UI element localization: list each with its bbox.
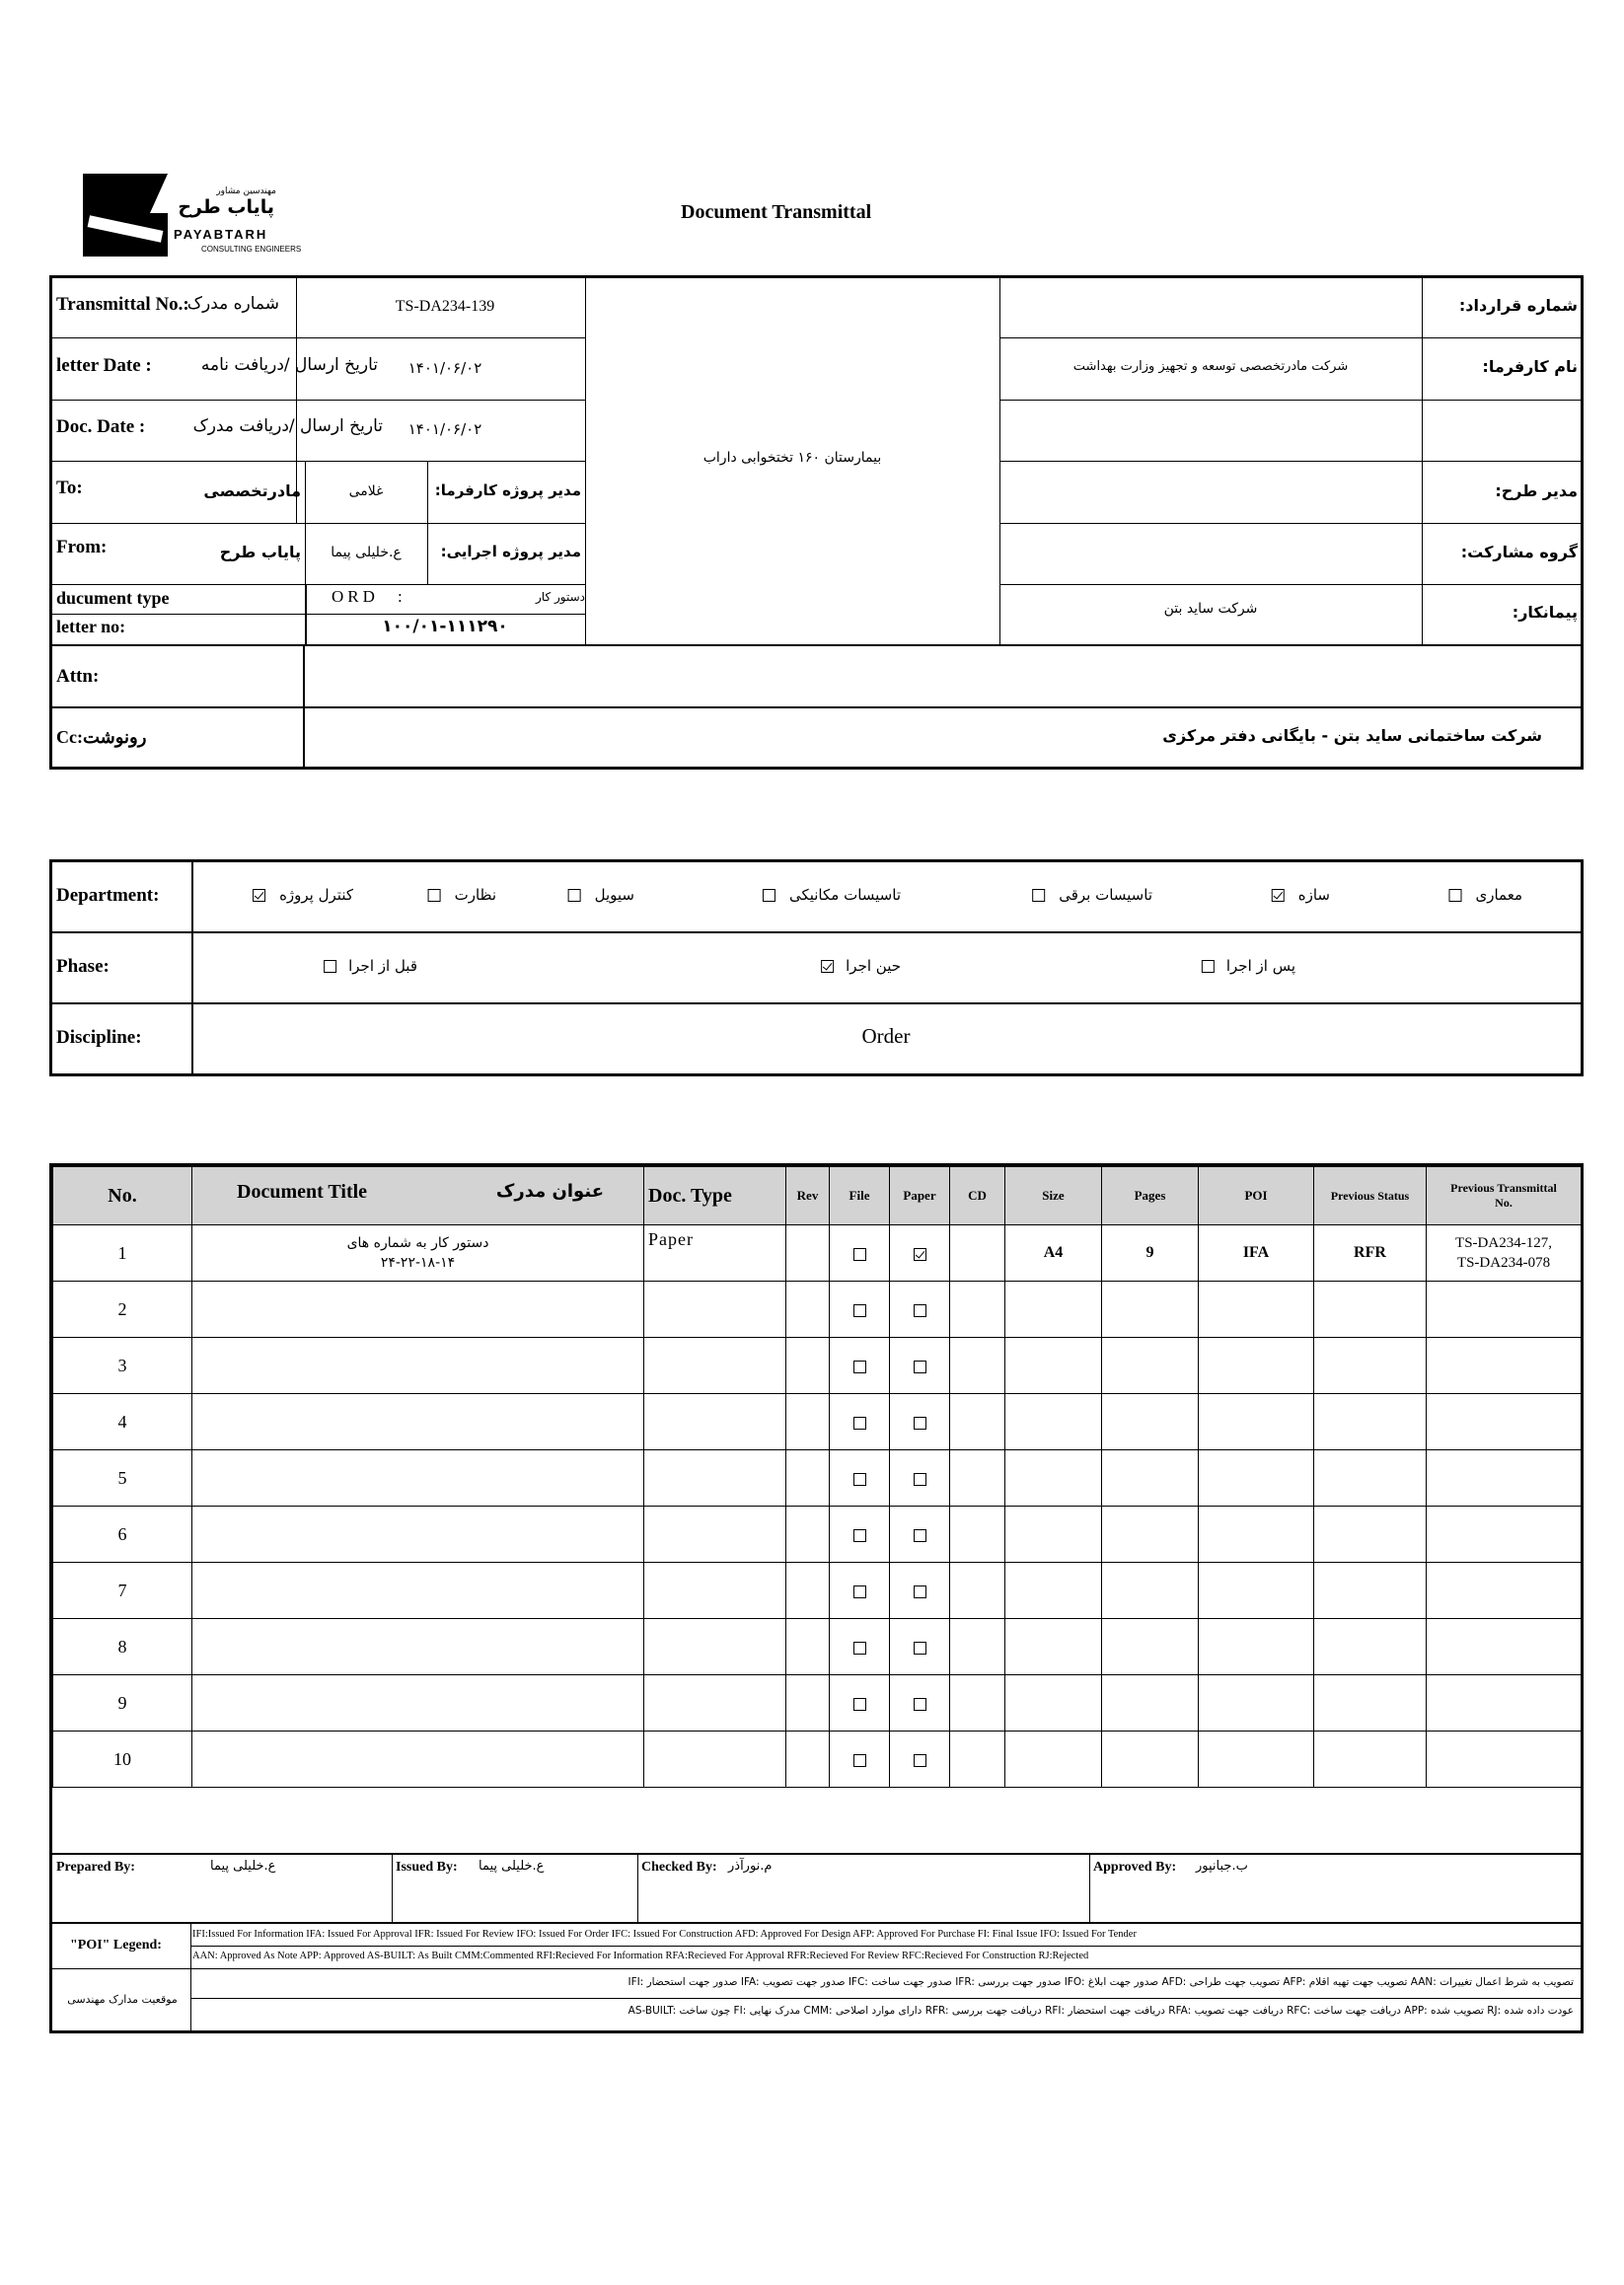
row-size	[1005, 1619, 1102, 1675]
from-label: From:	[56, 537, 108, 557]
row-doc-type	[644, 1394, 786, 1450]
company-logo	[83, 174, 310, 262]
row-title	[192, 1563, 644, 1619]
divider	[190, 1924, 191, 2032]
table-row	[53, 1619, 1582, 1675]
table-row	[53, 1732, 1582, 1788]
document-type-label: ducument type	[56, 588, 170, 608]
row-title	[192, 1282, 644, 1338]
row-no: 8	[53, 1619, 192, 1675]
file-checkbox-icon[interactable]	[853, 1304, 866, 1317]
checked-by-cell	[637, 1855, 1090, 1924]
row-cd	[950, 1225, 1005, 1282]
row-title	[192, 1394, 644, 1450]
row-poi	[1199, 1282, 1314, 1338]
row-doc-type	[644, 1338, 786, 1394]
row-no: 2	[53, 1282, 192, 1338]
row-pages	[1102, 1563, 1199, 1619]
row-prev-status	[1314, 1394, 1427, 1450]
legend-line-4: AS-BUILT: چون ساخت FI: مدرک نهایی CMM: دارای موارد اصلاحی RFR: دریافت جهت بررسی RFI: دریافت جهت استحضار RFA: دریافت جهت تصویب RFC: دریافت جهت ساخت APP: تصویب شده RJ: عودت داده شده	[627, 2005, 1574, 2017]
row-pages	[1102, 1507, 1199, 1563]
row-prev-transmittal	[1427, 1675, 1582, 1732]
col-header-pages: Pages	[1102, 1167, 1199, 1225]
divider	[190, 1946, 1581, 1947]
divider	[1422, 278, 1423, 644]
row-cd	[950, 1507, 1005, 1563]
divider	[999, 461, 1581, 462]
row-file	[830, 1225, 890, 1282]
row-poi	[1199, 1450, 1314, 1507]
document-table	[52, 1166, 1582, 1788]
file-checkbox-icon[interactable]	[853, 1361, 866, 1373]
row-size	[1005, 1732, 1102, 1788]
divider	[52, 614, 585, 615]
row-prev-status	[1314, 1450, 1427, 1507]
row-poi	[1199, 1563, 1314, 1619]
divider	[52, 584, 585, 585]
table-row	[53, 1282, 1582, 1338]
row-file	[830, 1450, 890, 1507]
col-header-title-en: Document Title	[237, 1181, 368, 1203]
row-rev	[786, 1732, 830, 1788]
doc-date-label: Doc. Date :	[56, 416, 146, 437]
department-option-4[interactable]	[568, 886, 634, 904]
table-row	[53, 1450, 1582, 1507]
file-checkbox-icon[interactable]	[853, 1248, 866, 1261]
file-checkbox-icon[interactable]	[853, 1642, 866, 1655]
phase-label: Phase:	[56, 956, 110, 977]
row-doc-type: Paper	[644, 1225, 786, 1282]
department-option-2[interactable]	[1032, 886, 1152, 904]
paper-checkbox-icon[interactable]	[914, 1642, 926, 1655]
contract-no-label: شماره قرارداد:	[1458, 296, 1578, 315]
row-file	[830, 1732, 890, 1788]
exec-pm-label: مدیر پروژه اجرایی:	[440, 543, 581, 560]
row-cd	[950, 1563, 1005, 1619]
table-row	[53, 1675, 1582, 1732]
table-row	[53, 1338, 1582, 1394]
row-prev-transmittal	[1427, 1732, 1582, 1788]
divider	[999, 278, 1000, 644]
row-paper	[890, 1619, 950, 1675]
row-rev	[786, 1338, 830, 1394]
row-file	[830, 1563, 890, 1619]
row-prev-transmittal	[1427, 1450, 1582, 1507]
row-cd	[950, 1282, 1005, 1338]
row-doc-type	[644, 1732, 786, 1788]
row-cd	[950, 1675, 1005, 1732]
to-value: مادرتخصصی	[203, 481, 301, 500]
phase-option-0[interactable]	[1202, 957, 1295, 975]
col-header-size: Size	[1005, 1167, 1102, 1225]
row-cd	[950, 1394, 1005, 1450]
divider	[999, 523, 1581, 524]
table-row	[53, 1394, 1582, 1450]
divider	[52, 523, 585, 524]
row-pages	[1102, 1450, 1199, 1507]
row-no: 3	[53, 1338, 192, 1394]
row-no: 7	[53, 1563, 192, 1619]
row-no: 9	[53, 1675, 192, 1732]
divider	[305, 461, 306, 584]
letter-date-label: letter Date :	[56, 355, 152, 376]
file-checkbox-icon[interactable]	[853, 1585, 866, 1598]
row-prev-status	[1314, 1282, 1427, 1338]
logo-fa-small: مهندسین مشاور	[216, 186, 276, 196]
approved-by-value: ب.جبانپور	[1196, 1859, 1248, 1874]
col-header-prev-status: Previous Status	[1314, 1167, 1427, 1225]
row-size	[1005, 1507, 1102, 1563]
paper-checkbox-icon[interactable]	[914, 1473, 926, 1486]
row-doc-type	[644, 1282, 786, 1338]
status-legend-label: موقعیت مدارک مهندسی	[67, 1993, 178, 2006]
partnership-label: گروه مشارکت:	[1460, 543, 1578, 561]
checked-by-label: Checked By:	[641, 1860, 717, 1875]
department-option-label: سیویل	[594, 886, 634, 904]
logo-mark-icon	[83, 174, 168, 257]
approved-by-cell	[1089, 1855, 1581, 1924]
phase-option-label: قبل از اجرا	[348, 957, 417, 975]
transmittal-no-label-fa: شماره مدرک	[186, 294, 279, 314]
file-checkbox-icon[interactable]	[853, 1473, 866, 1486]
divider	[999, 337, 1581, 338]
row-prev-status	[1314, 1675, 1427, 1732]
row-rev	[786, 1563, 830, 1619]
department-option-label: تاسیسات مکانیکی	[788, 886, 901, 904]
row-cd	[950, 1450, 1005, 1507]
row-doc-type	[644, 1619, 786, 1675]
letter-date-label-fa: تاریخ ارسال /دریافت نامه	[200, 355, 378, 375]
paper-checkbox-icon[interactable]	[914, 1304, 926, 1317]
exec-pm-value: ع.خلیلی پیما	[331, 545, 402, 560]
row-pages: 9	[1102, 1225, 1199, 1282]
department-option-label: تاسیسات برقی	[1059, 886, 1152, 904]
table-row	[53, 1507, 1582, 1563]
row-prev-transmittal	[1427, 1563, 1582, 1619]
divider	[52, 706, 1581, 708]
col-header-poi: POI	[1199, 1167, 1314, 1225]
signature-row	[52, 1853, 1581, 1924]
logo-en-name: PAYABTARH	[174, 227, 268, 242]
checked-by-value: م.نورآذر	[728, 1859, 773, 1874]
client-pm-label: مدیر پروژه کارفرما:	[434, 481, 581, 499]
row-prev-status	[1314, 1338, 1427, 1394]
employer-value: شرکت مادرتخصصی توسعه و تجهیز وزارت بهداشت	[1072, 359, 1349, 374]
row-prev-transmittal	[1427, 1225, 1582, 1282]
row-prev-transmittal	[1427, 1507, 1582, 1563]
row-file	[830, 1507, 890, 1563]
department-option-label: کنترل پروژه	[279, 886, 353, 904]
col-header-prev-transmittal: Previous Transmittal No.	[1427, 1167, 1582, 1225]
row-file	[830, 1619, 890, 1675]
row-pages	[1102, 1282, 1199, 1338]
checkbox-icon[interactable]	[568, 889, 581, 902]
row-paper	[890, 1225, 950, 1282]
divider	[52, 400, 585, 401]
department-option-0[interactable]	[1449, 886, 1523, 904]
discipline-value: Order	[861, 1024, 911, 1048]
row-prev-status	[1314, 1619, 1427, 1675]
checkbox-icon[interactable]	[1032, 889, 1045, 902]
cc-label: Cc:رونوشت	[56, 727, 147, 747]
phase-option-label: حین اجرا	[846, 957, 901, 975]
row-poi	[1199, 1507, 1314, 1563]
legend-line-2: AAN: Approved As Note APP: Approved AS-BUILT: As Built CMM:Commented RFI:Recieved For Information RFA:Recieved For Approval RFR:Recieved For Review RFC:Recieved For Construction RJ:Rejected	[192, 1951, 1089, 1961]
row-pages	[1102, 1394, 1199, 1450]
row-paper	[890, 1282, 950, 1338]
row-paper	[890, 1450, 950, 1507]
file-checkbox-icon[interactable]	[853, 1417, 866, 1430]
row-title	[192, 1507, 644, 1563]
document-list-box	[49, 1163, 1584, 2033]
row-title	[192, 1619, 644, 1675]
employer-label: نام کارفرما:	[1482, 357, 1578, 376]
logo-subtitle: CONSULTING ENGINEERS	[201, 245, 302, 254]
col-header-cd: CD	[950, 1167, 1005, 1225]
issued-by-label: Issued By:	[396, 1860, 458, 1875]
file-checkbox-icon[interactable]	[853, 1754, 866, 1767]
design-manager-label: مدیر طرح:	[1495, 481, 1578, 500]
file-checkbox-icon[interactable]	[853, 1698, 866, 1711]
row-size	[1005, 1450, 1102, 1507]
row-paper	[890, 1394, 950, 1450]
row-prev-status: RFR	[1314, 1225, 1427, 1282]
col-header-title-fa: عنوان مدرک	[495, 1181, 604, 1202]
row-rev	[786, 1450, 830, 1507]
row-title-line-2: ۲۴-۲۲-۱۸-۱۴	[380, 1255, 456, 1271]
col-header-title	[192, 1167, 644, 1225]
legend-area	[52, 1922, 1581, 2032]
table-header-row	[53, 1167, 1582, 1225]
paper-checkbox-icon[interactable]	[914, 1698, 926, 1711]
row-rev	[786, 1282, 830, 1338]
document-type-fa: دستور کار	[536, 590, 585, 604]
table-row	[53, 1563, 1582, 1619]
approved-by-label: Approved By:	[1093, 1860, 1177, 1875]
doc-date-label-fa: تاریخ ارسال /دریافت مدرک	[192, 416, 383, 436]
row-rev	[786, 1394, 830, 1450]
row-size	[1005, 1394, 1102, 1450]
col-header-doc-type: Doc. Type	[644, 1167, 786, 1225]
row-poi	[1199, 1338, 1314, 1394]
row-prev-status	[1314, 1563, 1427, 1619]
row-prev-status	[1314, 1507, 1427, 1563]
row-title	[192, 1450, 644, 1507]
row-doc-type	[644, 1675, 786, 1732]
from-value: پایاب طرح	[219, 543, 301, 561]
department-option-6[interactable]	[253, 886, 353, 904]
issued-by-cell	[392, 1855, 638, 1924]
row-title	[192, 1675, 644, 1732]
checkbox-icon[interactable]	[1202, 960, 1215, 973]
row-prev-transmittal	[1427, 1338, 1582, 1394]
checkbox-icon[interactable]	[821, 960, 834, 973]
row-size: A4	[1005, 1225, 1102, 1282]
phase-option-label: پس از اجرا	[1225, 957, 1295, 975]
department-option-1[interactable]	[1272, 886, 1330, 904]
row-no: 10	[53, 1732, 192, 1788]
paper-checkbox-icon[interactable]	[914, 1754, 926, 1767]
row-cd	[950, 1619, 1005, 1675]
transmittal-info-box	[49, 275, 1584, 770]
row-no: 4	[53, 1394, 192, 1450]
row-title-line-1: دستور کار به شماره های	[346, 1235, 489, 1251]
discipline-label: Discipline:	[56, 1027, 142, 1048]
divider	[52, 1002, 1581, 1004]
row-prev-transmittal	[1427, 1394, 1582, 1450]
row-doc-type	[644, 1450, 786, 1507]
row-pages	[1102, 1675, 1199, 1732]
row-prev-transmittal	[1427, 1282, 1582, 1338]
table-row	[53, 1225, 1582, 1282]
divider	[52, 644, 1581, 646]
row-file	[830, 1675, 890, 1732]
page-title: Document Transmittal	[681, 201, 872, 223]
row-paper	[890, 1507, 950, 1563]
to-label: To:	[56, 478, 83, 498]
row-size	[1005, 1675, 1102, 1732]
row-paper	[890, 1732, 950, 1788]
paper-checkbox-icon[interactable]	[914, 1529, 926, 1542]
transmittal-no-label: Transmittal No.:	[56, 294, 189, 315]
paper-checkbox-icon[interactable]	[914, 1417, 926, 1430]
cc-value: شرکت ساختمانی ساید بتن - بایگانی دفتر مرکزی	[1162, 726, 1542, 745]
issued-by-value: ع.خلیلی پیما	[479, 1859, 545, 1874]
col-header-file: File	[830, 1167, 890, 1225]
row-paper	[890, 1675, 950, 1732]
paper-checkbox-icon[interactable]	[914, 1248, 926, 1261]
row-cd	[950, 1338, 1005, 1394]
row-file	[830, 1338, 890, 1394]
letter-no-label: letter no:	[56, 617, 126, 636]
divider	[52, 1968, 1581, 1969]
row-doc-type	[644, 1563, 786, 1619]
divider	[427, 461, 428, 584]
checkbox-icon[interactable]	[1449, 889, 1462, 902]
legend-line-1: IFI:Issued For Information IFA: Issued For Approval IFR: Issued For Review IFO: Issued For Order IFC: Issued For Construction AFD: Approved For Design AFP: Approved For Purchase FI: Final Issue IFO: Issued For Tender	[192, 1929, 1137, 1940]
divider	[999, 584, 1581, 585]
letter-no-value: ۱۰۰/۰۱-۱۱۱۲۹۰	[382, 617, 508, 636]
contractor-value: شرکت ساید بتن	[1163, 601, 1258, 617]
divider	[52, 461, 585, 462]
col-header-no: No.	[53, 1167, 192, 1225]
row-rev	[786, 1507, 830, 1563]
row-poi	[1199, 1394, 1314, 1450]
document-type-code: ORD	[332, 587, 379, 606]
attn-label: Attn:	[56, 666, 100, 687]
checkbox-icon[interactable]	[1272, 889, 1285, 902]
row-size	[1005, 1282, 1102, 1338]
row-poi	[1199, 1619, 1314, 1675]
prepared-by-label: Prepared By:	[56, 1860, 135, 1875]
row-prev-transmittal	[1427, 1619, 1582, 1675]
divider	[52, 931, 1581, 933]
department-label: Department:	[56, 885, 160, 906]
department-option-5[interactable]	[428, 886, 496, 904]
row-rev	[786, 1675, 830, 1732]
row-title	[192, 1732, 644, 1788]
file-checkbox-icon[interactable]	[853, 1529, 866, 1542]
department-option-3[interactable]	[763, 886, 901, 904]
department-option-label: معماری	[1475, 886, 1522, 904]
transmittal-no-value: TS-DA234-139	[395, 298, 495, 315]
row-no: 6	[53, 1507, 192, 1563]
row-paper	[890, 1563, 950, 1619]
row-title	[192, 1338, 644, 1394]
logo-fa-name: پایاب طرح	[178, 196, 274, 218]
row-no: 1	[53, 1225, 192, 1282]
checkbox-icon[interactable]	[324, 960, 336, 973]
document-type-colon: :	[398, 587, 403, 606]
classification-box	[49, 859, 1584, 1076]
phase-option-1[interactable]	[821, 957, 901, 975]
divider	[52, 337, 585, 338]
row-paper	[890, 1338, 950, 1394]
row-pages	[1102, 1732, 1199, 1788]
paper-checkbox-icon[interactable]	[914, 1585, 926, 1598]
row-pages	[1102, 1619, 1199, 1675]
row-title	[192, 1225, 644, 1282]
checkbox-icon[interactable]	[763, 889, 775, 902]
divider	[999, 400, 1581, 401]
row-poi	[1199, 1732, 1314, 1788]
department-option-label: نظارت	[454, 886, 496, 904]
row-size	[1005, 1563, 1102, 1619]
col-header-paper: Paper	[890, 1167, 950, 1225]
client-pm-value: غلامی	[348, 483, 384, 499]
paper-checkbox-icon[interactable]	[914, 1361, 926, 1373]
row-rev	[786, 1225, 830, 1282]
prepared-by-value: ع.خلیلی پیما	[210, 1859, 276, 1874]
row-prev-status	[1314, 1732, 1427, 1788]
row-prev-transmittal-line-2: TS-DA234-078	[1456, 1255, 1551, 1271]
row-rev	[786, 1619, 830, 1675]
contractor-label: پیمانکار:	[1512, 603, 1578, 622]
checkbox-icon[interactable]	[428, 889, 441, 902]
row-no: 5	[53, 1450, 192, 1507]
row-cd	[950, 1732, 1005, 1788]
doc-date-value: ۱۴۰۱/۰۶/۰۲	[407, 420, 482, 438]
department-option-label: سازه	[1297, 886, 1330, 904]
legend-line-3: IFI: صدور جهت استحضار IFA: صدور جهت تصویب IFC: صدور جهت ساخت IFR: صدور جهت بررسی IFO: صدور جهت ابلاغ AFD: تصویب جهت طراحی AFP: تصویب جهت تهیه اقلام AAN: تصویب به شرط اعمال تغییرات	[627, 1976, 1574, 1988]
row-prev-transmittal-line-1: TS-DA234-127,	[1455, 1235, 1552, 1251]
row-file	[830, 1282, 890, 1338]
row-poi	[1199, 1675, 1314, 1732]
col-header-rev: Rev	[786, 1167, 830, 1225]
divider	[303, 644, 305, 767]
row-poi: IFA	[1199, 1225, 1314, 1282]
row-pages	[1102, 1338, 1199, 1394]
checkbox-icon[interactable]	[253, 889, 265, 902]
project-name: بیمارستان ۱۶۰ تختخوابی داراب	[702, 450, 882, 466]
prepared-by-cell	[52, 1855, 393, 1924]
poi-legend-label: "POI" Legend:	[70, 1938, 162, 1953]
divider	[190, 1998, 1581, 1999]
row-size	[1005, 1338, 1102, 1394]
phase-option-2[interactable]	[324, 957, 417, 975]
row-doc-type	[644, 1507, 786, 1563]
letter-date-value: ۱۴۰۱/۰۶/۰۲	[407, 359, 482, 377]
row-file	[830, 1394, 890, 1450]
